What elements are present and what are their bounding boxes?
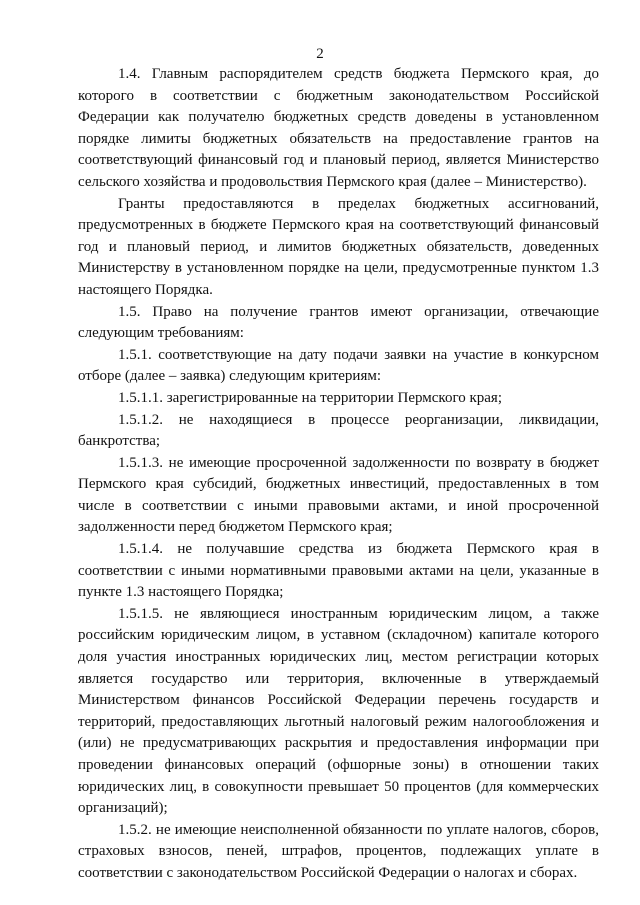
paragraph-1-5: 1.5. Право на получение грантов имеют организации, отвечающие следующим требованиям: — [78, 303, 599, 342]
paragraph-1-5-1: 1.5.1. соответствующие на дату подачи заявки на участие в конкурсном отборе (далее – заявка) следующим критериям: — [78, 346, 599, 385]
paragraph-grants-limits: Гранты предоставляются в пределах бюджетных ассигнований, предусмотренных в бюджете Пермского края на соответствующий финансовый год и плановый период, и лимитов бюджетных обязательств, доведенных Министерству в установленном порядке на цели, предусмотренные пунктом 1.3 настоящего Порядка. — [78, 195, 599, 298]
paragraph-1-5-1-3: 1.5.1.3. не имеющие просроченной задолженности по возврату в бюджет Пермского края субсидий, бюджетных инвестиций, предоставленных в том числе в соответствии с иными правовыми актами, и иной просроченной задолженности перед бюджетом Пермского края; — [78, 454, 599, 536]
paragraph-1-5-2: 1.5.2. не имеющие неисполненной обязанности по уплате налогов, сборов, страховых взносов, пеней, штрафов, процентов, подлежащих уплате в соответствии с законодательством Российской Федерации о налогах и сборах. — [78, 821, 599, 881]
paragraph-1-5-1-4: 1.5.1.4. не получавшие средства из бюджета Пермского края в соответствии с иными нормативными правовыми актами на цели, указанные в пункте 1.3 настоящего Порядка; — [78, 541, 599, 601]
paragraph-1-4: 1.4. Главным распорядителем средств бюджета Пермского края, до которого в соответствии с бюджетным законодательством Российской Федерации как получателю бюджетных средств доведены в установленном порядке лимиты бюджетных обязательств на предоставление грантов на соответствующий финансовый год и плановый период, является Министерство сельского хозяйства и продовольствия Пермского края (далее – Министерство). — [78, 66, 599, 190]
page-number: 2 — [316, 46, 324, 62]
paragraph-1-5-1-2: 1.5.1.2. не находящиеся в процессе реорганизации, ликвидации, банкротства; — [78, 411, 599, 450]
document-body — [78, 64, 599, 885]
paragraph-1-5-1-5: 1.5.1.5. не являющиеся иностранным юридическим лицом, а также российским юридическим лицом, в уставном (складочном) капитале которого доля участия иностранных юридических лиц, местом регистрации которых является государство или территория, включенные в утверждаемый Министерством финансов Российской Федерации перечень государств и территорий, предоставляющих льготный налоговый режим налогообложения и (или) не предусматривающих раскрытия и предоставления информации при проведении финансовых операций (офшорные зоны) в отношении таких юридических лиц, в совокупности превышает 50 процентов (для коммерческих организаций); — [78, 605, 599, 817]
paragraph-1-5-1-1: 1.5.1.1. зарегистрированные на территории Пермского края; — [118, 389, 502, 406]
